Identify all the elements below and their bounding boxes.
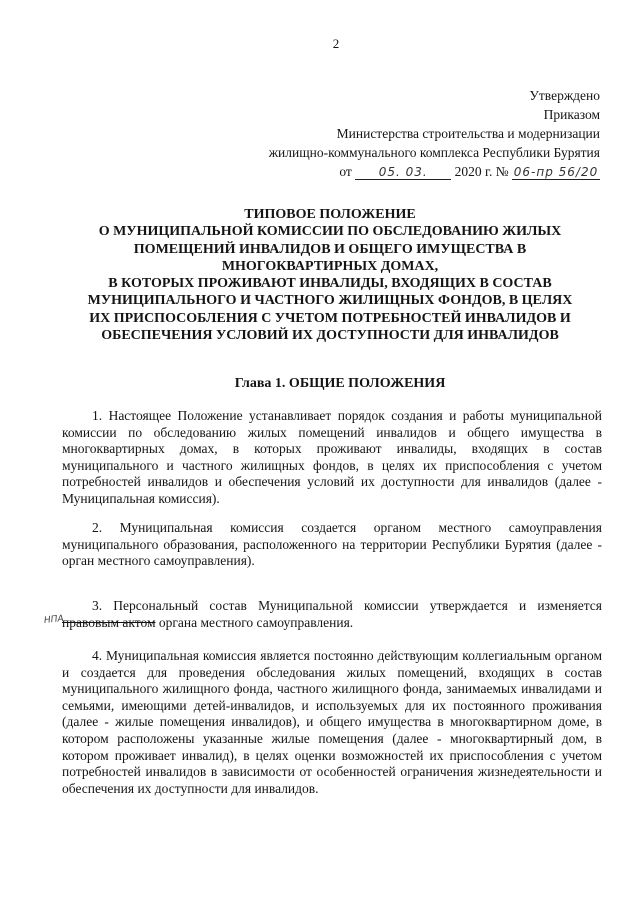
paragraph-3-end: органа местного самоуправления. <box>155 614 354 630</box>
title-line: МНОГОКВАРТИРНЫХ ДОМАХ, <box>221 258 439 274</box>
paragraph-4 <box>62 648 602 797</box>
title-line: МУНИЦИПАЛЬНОГО И ЧАСТНОГО ЖИЛИЩНЫХ ФОНДОВ, В ЦЕЛЯХ <box>87 293 573 309</box>
title-line: В КОТОРЫХ ПРОЖИВАЮТ ИНВАЛИДЫ, ВХОДЯЩИХ В СОСТАВ <box>108 276 552 292</box>
document-title <box>50 206 610 344</box>
date-prefix: от <box>339 164 352 179</box>
approval-order: Приказом <box>543 107 600 122</box>
paragraph-3-text <box>62 598 602 631</box>
paragraph-1-text: 1. Настоящее Положение устанавливает порядок создания и работы муниципальной комиссии по обследованию жилых помещений инвалидов и общего имущества в многоквартирных домах, в которых проживают инвалиды, входящих в состав муниципального и частного жилищных фондов, в целях их приспособления с учетом потребностей инвалидов и обеспечения условий их доступности для инвалидов (далее - Муниципальная комиссия). <box>62 408 602 506</box>
title-line: ИХ ПРИСПОСОБЛЕНИЯ С УЧЕТОМ ПОТРЕБНОСТЕЙ ИНВАЛИДОВ И <box>89 310 571 326</box>
struck-text: правовым актом <box>62 614 156 630</box>
approval-ministry: Министерства строительства и модернизации <box>336 126 600 141</box>
title-line: ОБЕСПЕЧЕНИЯ УСЛОВИЙ ИХ ДОСТУПНОСТИ ДЛЯ ИНВАЛИДОВ <box>101 328 559 344</box>
approval-block <box>180 86 600 181</box>
title-line: ПОМЕЩЕНИЙ ИНВАЛИДОВ И ОБЩЕГО ИМУЩЕСТВА В <box>133 241 527 257</box>
handwritten-date: 05. 03. <box>355 165 451 180</box>
handwritten-margin-note: НПА <box>43 613 65 627</box>
approval-date-line <box>180 162 600 181</box>
title-line: ТИПОВОЕ ПОЛОЖЕНИЕ <box>244 207 416 222</box>
paragraph-3-start: 3. Персональный состав Муниципальной комиссии утверждается и изменяется <box>92 598 602 613</box>
title-line: О МУНИЦИПАЛЬНОЙ КОМИССИИ ПО ОБСЛЕДОВАНИЮ ЖИЛЫХ <box>98 224 562 240</box>
paragraph-1 <box>62 408 602 508</box>
paragraph-2-text: 2. Муниципальная комиссия создается органом местного самоуправления муниципального образования, расположенного на территории Республики Бурятия (далее - орган местного самоуправления). <box>62 520 602 569</box>
approval-ministry-cont: жилищно-коммунального комплекса Республики Бурятия <box>268 145 600 160</box>
chapter-heading: Глава 1. ОБЩИЕ ПОЛОЖЕНИЯ <box>234 376 446 391</box>
approval-approved: Утверждено <box>529 88 600 103</box>
paragraph-3 <box>62 598 602 631</box>
year-text: 2020 г. № <box>454 164 509 179</box>
handwritten-order-number: 06-пр 56/20 <box>513 165 599 179</box>
page-number: 2 <box>332 36 340 51</box>
paragraph-4-text: 4. Муниципальная комиссия является постоянно действующим коллегиальным органом и создается для проведения обследования жилых помещений, входящих в состав муниципального жилищного фонда, частного жилищного фонда, занимаемых инвалидами и семьями, имеющими детей-инвалидов, и используемых для их постоянного проживания (далее - жилые помещения инвалидов), и общего имущества в многоквартирном доме, в котором расположены указанные жилые помещения (далее - многоквартирный дом, в котором проживает инвалид), в целях оценки возможностей их приспособления с учетом потребностей инвалидов в зависимости от особенностей ограничения жизнедеятельности и обеспечения их доступности для инвалидов. <box>62 648 602 796</box>
paragraph-2 <box>62 520 602 570</box>
